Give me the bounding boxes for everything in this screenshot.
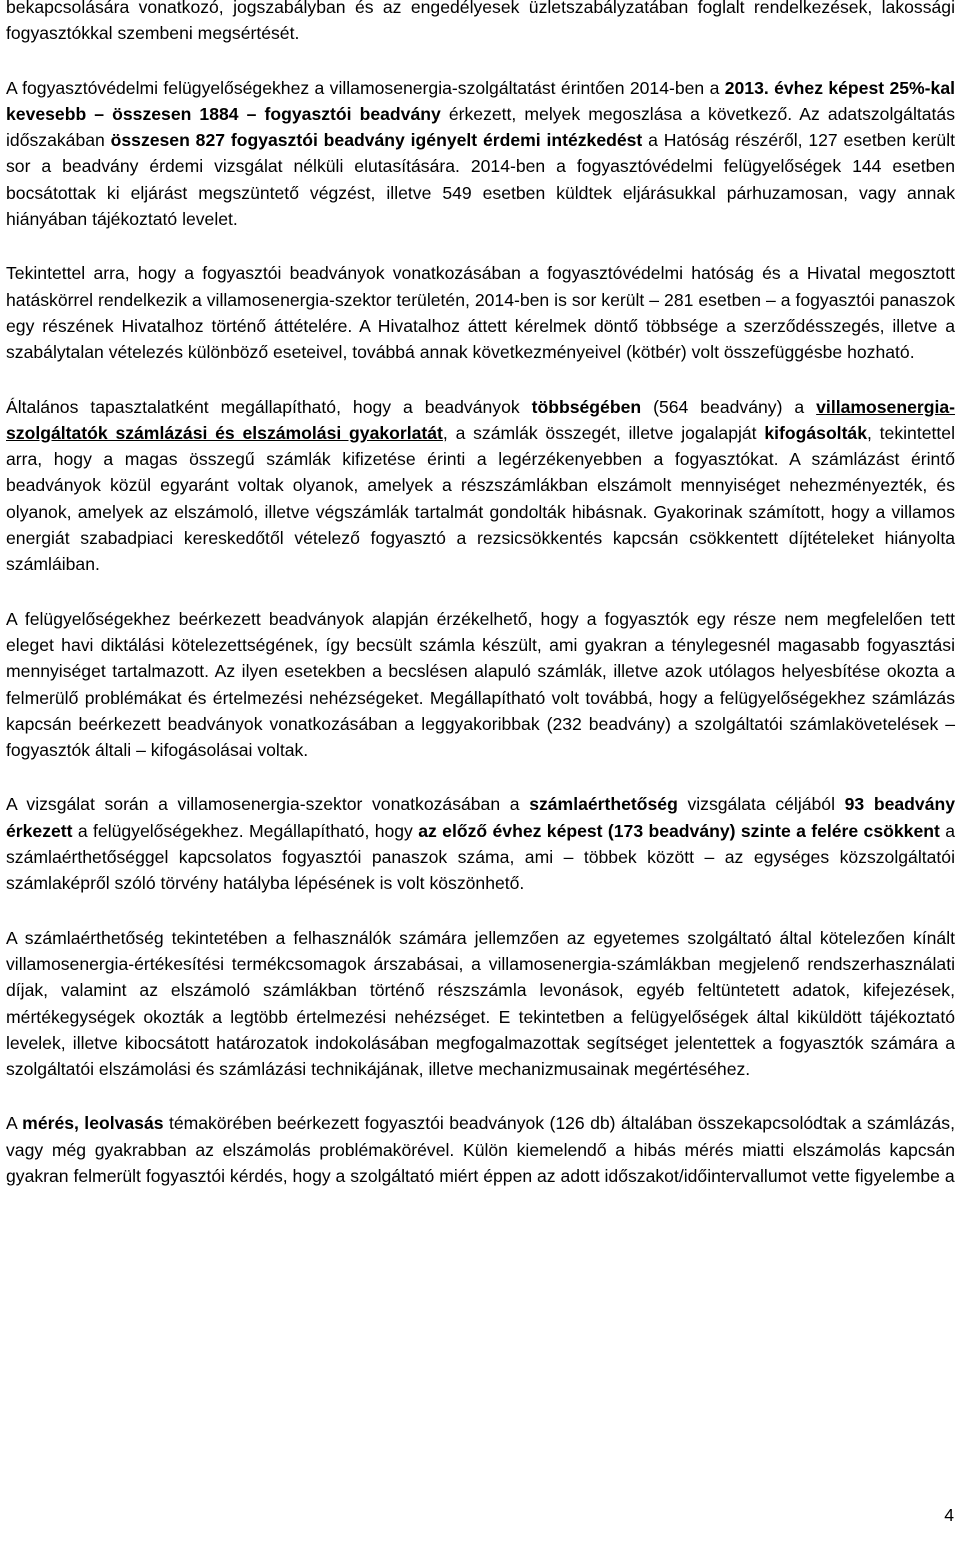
emphasis: számlaérthetőség xyxy=(529,794,678,815)
paragraph xyxy=(6,1110,955,1189)
paragraph xyxy=(6,925,955,1083)
text-run: A xyxy=(6,1113,23,1134)
paragraph xyxy=(6,394,955,578)
paragraph xyxy=(6,0,955,47)
text-run: a felügyelőségekhez. Megállapítható, hogy xyxy=(72,820,419,841)
emphasis: többségében xyxy=(531,396,642,417)
text-run: (564 beadvány) a xyxy=(641,396,817,417)
text-run: A felügyelőségekhez beérkezett beadványok alapján érzékelhető, hogy a fogyasztók egy része nem megfelelően tett eleget havi diktálási kötelezettségének, így becsült számla készült, ami gyakran a ténylegesnél magasabb fogyasztási mennyiséget tartalmazott. Az ilyen esetekben a becslésen alapuló számlák, illetve azok utólagos helyesbítése okozta a felmerülő problémákat és értelmezési nehézségeket. Megállapítható volt továbbá, hogy a felügyelőségekhez számlázás kapcsán beérkezett beadványok vonatkozásában a leggyakoribbak (232 beadvány) a szolgáltatói számlakövetelések – fogyasztók általi – kifogásolásai voltak. xyxy=(6,608,955,761)
text-run: , tekintettel arra, hogy a magas összegű számlák kifizetése érinti a legérzékenyebben a fogyasztókat. A számlázást érintő beadványok közül egyaránt voltak olyanok, amelyek a részszámlákban elszámolt mennyiséget nehezményezték, és olyanok, amelyek az elszámoló, illetve végszámlák tartalmát gondolták hibásnak. Gyakorinak számított, hogy a villamos energiát szabadpiaci kereskedőtől vételező fogyasztó a rezsicsökkentés kapcsán csökkentett díjtételeket hiányolta számláiban. xyxy=(6,422,955,575)
text-run: témakörében beérkezett fogyasztói beadványok (126 db) általában összekapcsolódtak a számlázás, vagy még gyakrabban az elszámolás problémakörével. Külön kiemelendő a hibás mérés miatti elszámolás kapcsán gyakran felmerült fogyasztói kérdés, hogy a szolgáltató miért éppen az adott időszakot/időintervallumot vette figyelembe a xyxy=(6,1113,955,1186)
text-run: érkezett, melyek megoszlása a következő. Az adatszolgáltatás időszakában xyxy=(6,103,955,151)
emphasis: kifogásolták xyxy=(764,422,868,443)
emphasis: 2013. évhez képest 25%-kal kevesebb – összesen 1884 – fogyasztói beadvány xyxy=(6,77,955,124)
emphasis: az előző évhez képest (173 beadvány) szinte a felére csökkent xyxy=(418,820,940,841)
text-run: , a számlák összegét, illetve jogalapját xyxy=(442,422,765,443)
paragraph xyxy=(6,75,955,233)
emphasis: 93 beadvány érkezett xyxy=(6,794,956,841)
paragraph xyxy=(6,791,955,896)
text-run: a számlaérthetőséggel kapcsolatos fogyasztói panaszok száma, ami – többek között – az egységes közszolgáltatói számlaképről szóló törvény hatályba lépésének is volt köszönhető. xyxy=(6,820,955,894)
emphasis: mérés, leolvasás xyxy=(22,1113,164,1134)
text-run: vizsgálata céljából xyxy=(677,794,845,815)
text-run: Tekintettel arra, hogy a fogyasztói beadványok vonatkozásában a fogyasztóvédelmi hatóság és a Hivatal megosztott hatáskörrel rendelkezik a villamosenergia-szektor területén, 2014-ben is sor került – 281 esetben – a fogyasztói panaszok egy részének Hivatalhoz történő áttételére. A Hivatalhoz áttett kérelmek döntő többsége a szerződésszegés, illetve a szabálytalan vételezés különböző eseteivel, továbbá annak következményeivel (kötbér) volt összefüggésbe hozható. xyxy=(6,263,955,363)
text-run: Általános tapasztalatként megállapítható, hogy a beadványok xyxy=(6,396,532,417)
text-run: A vizsgálat során a villamosenergia-szektor vonatkozásában a xyxy=(6,794,530,815)
text-run: A számlaérthetőség tekintetében a felhasználók számára jellemzően az egyetemes szolgáltató által kötelezően kínált villamosenergia-értékesítési termékcsomagok árszabásai, a villamosenergia-számlákban megjelenő rendszerhasználati díjak, valamint az elszámoló számlákban történő részszámla levonások, egyéb feltüntetett adatok, kifejezések, mértékegységek okozták a legtöbb értelmezési nehézséget. E tekintetben a felügyelőségek által kiküldött tájékoztató levelek, illetve kibocsátott határozatok indokolásában megfogalmazottak segítséget jelentettek a fogyasztók számára a szolgáltatói elszámolási és számlázási technikájának, illetve mechanizmusainak megértéséhez. xyxy=(6,927,955,1080)
document-body xyxy=(6,0,955,1217)
text-run: bekapcsolására vonatkozó, jogszabályban és az engedélyesek üzletszabályzatában foglalt rendelkezések, lakossági fogyasztókkal szembeni megsértését. xyxy=(6,0,955,44)
paragraph xyxy=(6,606,955,764)
paragraph xyxy=(6,260,955,365)
text-run: a Hatóság részéről, 127 esetben került sor a beadvány érdemi vizsgálat nélküli elutasítására. 2014-ben a fogyasztóvédelmi felügyelőségek 144 esetben bocsátottak ki eljárást megszüntető végzést, illetve 549 esetben küldtek eljárásukkal párhuzamosan, vagy annak hiányában tájékoztató levelet. xyxy=(6,130,955,230)
page-number: 4 xyxy=(944,1505,954,1525)
emphasis: összesen 827 fogyasztói beadvány igényelt érdemi intézkedést xyxy=(110,130,643,151)
text-run: A fogyasztóvédelmi felügyelőségekhez a villamosenergia-szolgáltatást érintően 2014-ben a xyxy=(6,77,725,98)
emphasis-underlined: villamosenergia-szolgáltatók számlázási és elszámolási gyakorlatát xyxy=(6,396,955,443)
